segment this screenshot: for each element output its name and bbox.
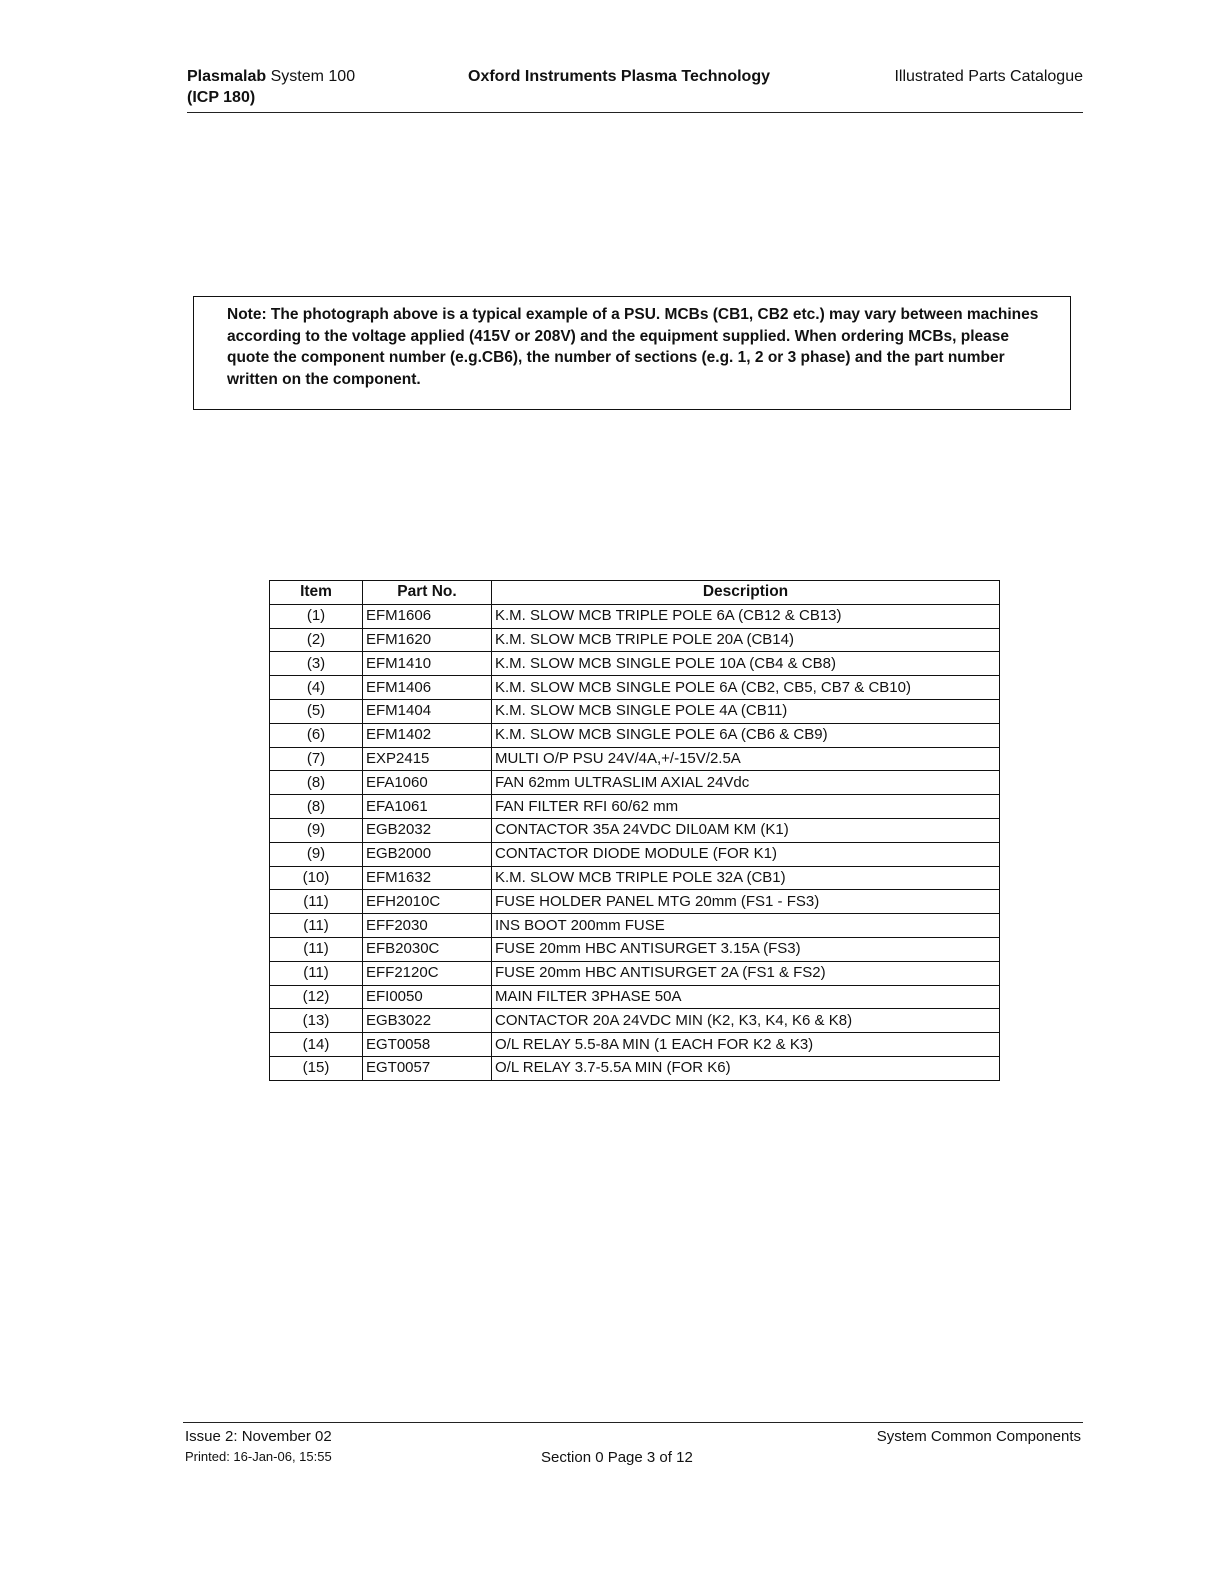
item-number: (11) (270, 937, 363, 961)
part-number: EFM1620 (363, 628, 492, 652)
item-number: (6) (270, 723, 363, 747)
table-row (270, 747, 1000, 771)
part-description: CONTACTOR DIODE MODULE (FOR K1) (492, 842, 1000, 866)
table-row (270, 985, 1000, 1009)
item-number: (4) (270, 676, 363, 700)
page-footer (183, 1422, 1083, 1473)
part-description: FAN 62mm ULTRASLIM AXIAL 24Vdc (492, 771, 1000, 795)
table-row (270, 914, 1000, 938)
part-number: EGT0058 (363, 1033, 492, 1057)
item-number: (13) (270, 1009, 363, 1033)
item-number: (1) (270, 604, 363, 628)
part-description: CONTACTOR 20A 24VDC MIN (K2, K3, K4, K6 & K8) (492, 1009, 1000, 1033)
header-product (187, 66, 355, 108)
part-number: EGB2000 (363, 842, 492, 866)
company-name: Oxford Instruments Plasma Technology (468, 68, 770, 85)
part-number: EFF2030 (363, 914, 492, 938)
table-row (270, 818, 1000, 842)
table-row (270, 676, 1000, 700)
item-number: (11) (270, 914, 363, 938)
part-description: INS BOOT 200mm FUSE (492, 914, 1000, 938)
part-description: MULTI O/P PSU 24V/4A,+/-15V/2.5A (492, 747, 1000, 771)
part-description: K.M. SLOW MCB SINGLE POLE 4A (CB11) (492, 699, 1000, 723)
part-number: EFM1404 (363, 699, 492, 723)
item-number: (11) (270, 961, 363, 985)
part-description: K.M. SLOW MCB SINGLE POLE 6A (CB6 & CB9) (492, 723, 1000, 747)
product-system: System 100 (266, 68, 356, 85)
item-number: (11) (270, 890, 363, 914)
part-number: EFH2010C (363, 890, 492, 914)
part-number: EFF2120C (363, 961, 492, 985)
item-number: (15) (270, 1056, 363, 1080)
item-number: (9) (270, 818, 363, 842)
part-description: FUSE HOLDER PANEL MTG 20mm (FS1 - FS3) (492, 890, 1000, 914)
part-number: EGB3022 (363, 1009, 492, 1033)
table-row (270, 866, 1000, 890)
part-number: EGB2032 (363, 818, 492, 842)
item-number: (2) (270, 628, 363, 652)
part-number: EFM1402 (363, 723, 492, 747)
part-description: CONTACTOR 35A 24VDC DIL0AM KM (K1) (492, 818, 1000, 842)
footer-printed-date: Printed: 16-Jan-06, 15:55 (185, 1449, 332, 1464)
column-header-item: Item (270, 581, 363, 605)
part-description: O/L RELAY 3.7-5.5A MIN (FOR K6) (492, 1056, 1000, 1080)
part-description: O/L RELAY 5.5-8A MIN (1 EACH FOR K2 & K3) (492, 1033, 1000, 1057)
part-number: EFM1410 (363, 652, 492, 676)
table-row (270, 771, 1000, 795)
table-row (270, 890, 1000, 914)
part-number: EGT0057 (363, 1056, 492, 1080)
part-number: EFB2030C (363, 937, 492, 961)
part-number: EFM1632 (363, 866, 492, 890)
parts-table-body (270, 604, 1000, 1080)
item-number: (14) (270, 1033, 363, 1057)
part-number: EFM1406 (363, 676, 492, 700)
part-description: K.M. SLOW MCB TRIPLE POLE 6A (CB12 & CB13) (492, 604, 1000, 628)
footer-page-number: Section 0 Page 3 of 12 (541, 1449, 693, 1466)
part-description: MAIN FILTER 3PHASE 50A (492, 985, 1000, 1009)
table-row (270, 842, 1000, 866)
table-row (270, 961, 1000, 985)
item-number: (8) (270, 795, 363, 819)
column-header-part-no: Part No. (363, 581, 492, 605)
product-name: Plasmalab (187, 68, 267, 85)
footer-issue: Issue 2: November 02 (185, 1428, 332, 1445)
item-number: (7) (270, 747, 363, 771)
item-number: (5) (270, 699, 363, 723)
table-row (270, 1033, 1000, 1057)
note-box (193, 296, 1071, 410)
part-number: EFM1606 (363, 604, 492, 628)
table-row (270, 699, 1000, 723)
part-number: EFA1060 (363, 771, 492, 795)
page-header (187, 66, 1083, 113)
part-number: EFI0050 (363, 985, 492, 1009)
table-row (270, 937, 1000, 961)
table-row (270, 652, 1000, 676)
table-row (270, 604, 1000, 628)
table-header-row (270, 581, 1000, 605)
parts-table (269, 580, 1000, 1081)
part-description: K.M. SLOW MCB TRIPLE POLE 32A (CB1) (492, 866, 1000, 890)
note-text: Note: The photograph above is a typical example of a PSU. MCBs (CB1, CB2 etc.) may vary between machines according to the voltage applied (415V or 208V) and the equipment supplied. When ordering MCBs, please quote the component number (e.g.CB6), the number of sections (e.g. 1, 2 or 3 phase) and the part number written on the component. (227, 306, 1039, 388)
part-description: FUSE 20mm HBC ANTISURGET 2A (FS1 & FS2) (492, 961, 1000, 985)
item-number: (10) (270, 866, 363, 890)
part-description: FUSE 20mm HBC ANTISURGET 3.15A (FS3) (492, 937, 1000, 961)
table-row (270, 723, 1000, 747)
table-row (270, 628, 1000, 652)
document-type: Illustrated Parts Catalogue (894, 68, 1083, 85)
table-row (270, 795, 1000, 819)
item-number: (12) (270, 985, 363, 1009)
part-description: K.M. SLOW MCB SINGLE POLE 10A (CB4 & CB8) (492, 652, 1000, 676)
item-number: (3) (270, 652, 363, 676)
item-number: (8) (270, 771, 363, 795)
table-row (270, 1009, 1000, 1033)
part-number: EFA1061 (363, 795, 492, 819)
part-description: FAN FILTER RFI 60/62 mm (492, 795, 1000, 819)
table-row (270, 1056, 1000, 1080)
column-header-description: Description (492, 581, 1000, 605)
part-description: K.M. SLOW MCB TRIPLE POLE 20A (CB14) (492, 628, 1000, 652)
footer-section-title: System Common Components (876, 1428, 1081, 1445)
item-number: (9) (270, 842, 363, 866)
part-number: EXP2415 (363, 747, 492, 771)
part-description: K.M. SLOW MCB SINGLE POLE 6A (CB2, CB5, CB7 & CB10) (492, 676, 1000, 700)
product-model: (ICP 180) (187, 89, 256, 106)
